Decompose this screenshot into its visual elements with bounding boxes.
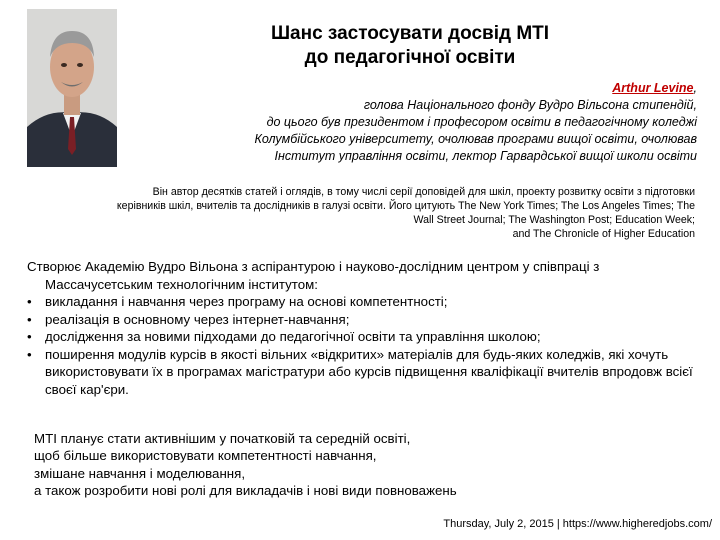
slide-title: [190, 22, 630, 70]
bio-line: голова Національного фонду Вудро Вільсона стипендій,: [363, 98, 697, 112]
author-name-comma: ,: [693, 81, 697, 95]
plan-line: MTI планує стати активнішим у початковій та середній освіті,: [34, 431, 411, 446]
publications-line: and The Chronicle of Higher Education: [512, 228, 695, 240]
bullet-item: • реалізація в основному через інтернет-навчання;: [27, 311, 697, 329]
bullet-item: • дослідження за новими підходами до педагогічної освіти та управління школою;: [27, 328, 697, 346]
publications-line: Wall Street Journal; The Washington Post; Education Week;: [413, 214, 695, 226]
source-footer: Thursday, July 2, 2015 | https://www.higheredjobs.com/: [443, 518, 712, 530]
academy-section: [27, 258, 697, 398]
bio-line: до цього був президентом і професором освіти в педагогічному коледжі: [266, 115, 697, 129]
publications-line: керівників шкіл, вчителів та дослідників в галузі освіти. Його цитують The New York Times; The Los Angeles Times; The: [116, 200, 695, 212]
publications-line: Він автор десятків статей і оглядів, в тому числі серії доповідей для шкіл, проекту розвитку освіти з підготовки: [152, 186, 695, 198]
portrait-photo: [27, 9, 117, 167]
title-line-1: Шанс застосувати досвід MTI: [270, 23, 550, 44]
bullet-item: • поширення модулів курсів в якості вільних «відкритих» матеріалів для будь-яких коледжів, які хочуть використовувати їх в програмах магістратури або курсів підвищення кваліфікації вчителів впродовж всієї своєї кар'єри.: [27, 346, 697, 399]
academy-lead: Створює Академію Вудро Вільона з аспірантурою і науково-дослідним центром у співпраці з Массачусетським технологічним інститутом:: [27, 259, 600, 292]
title-line-2: до педагогічної освіти: [304, 47, 516, 68]
plan-line: змішане навчання і моделювання,: [34, 465, 246, 481]
mti-plan-section: [34, 430, 674, 499]
bio-line: Колумбійського університету, очолював програми вищої освіти, очолював: [254, 132, 697, 146]
academy-bullet-list: [27, 293, 697, 398]
bio-name-line: [150, 80, 697, 97]
publications-note: [30, 185, 695, 241]
bio-block: [150, 80, 697, 165]
portrait-illustration: [27, 9, 117, 167]
bullet-item: • викладання і навчання через програму на основі компетентності;: [27, 293, 697, 311]
plan-line: щоб більше використовувати компетентності навчання,: [34, 448, 377, 464]
plan-line: а також розробити нові ролі для викладачів і нові види повноважень: [34, 482, 457, 498]
author-name-link[interactable]: Arthur Levine: [612, 81, 694, 95]
bio-line: Інститут управління освіти, лектор Гарвардської вищої школи освіти: [274, 149, 697, 163]
